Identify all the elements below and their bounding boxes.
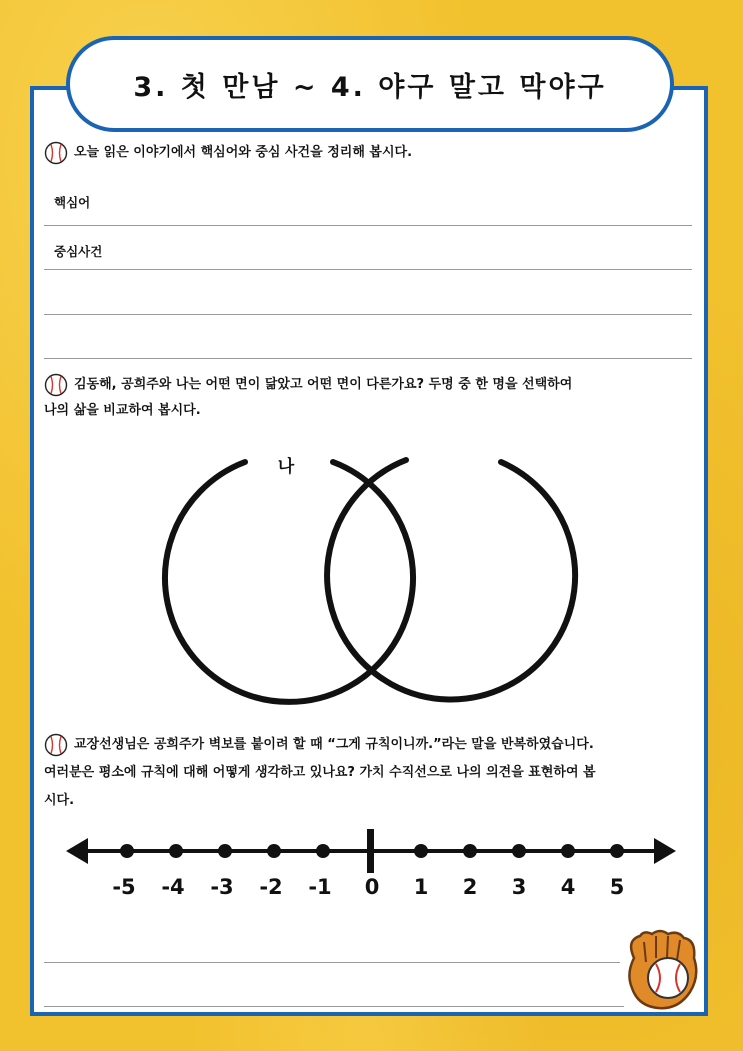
question-2 — [44, 372, 704, 424]
question-3 — [44, 731, 706, 815]
answer-line[interactable] — [44, 358, 692, 359]
title-box — [66, 36, 674, 132]
baseball-icon — [44, 373, 68, 397]
answer-line[interactable] — [44, 269, 692, 270]
question-3-line1: 교장선생님은 공희주가 벽보를 붙이려 할 때 “그게 규칙이니까.”라는 말을 반복하였습니다. — [74, 737, 594, 752]
question-1 — [44, 140, 412, 166]
venn-label: 나 — [277, 457, 295, 477]
number-line-label: -4 — [161, 875, 185, 899]
number-line-label: 3 — [511, 875, 527, 899]
number-line-label: -5 — [112, 875, 136, 899]
page-title: 3. 첫 만남 ~ 4. 야구 말고 막야구 — [133, 71, 607, 103]
answer-line[interactable] — [44, 314, 692, 315]
baseball-icon — [44, 733, 68, 757]
number-line-label: -2 — [259, 875, 283, 899]
number-line-label: 2 — [462, 875, 478, 899]
question-3-line3: 시다. — [44, 793, 75, 808]
question-1-text: 오늘 읽은 이야기에서 핵심어와 중심 사건을 정리해 봅시다. — [74, 145, 413, 160]
number-line-label: -3 — [210, 875, 234, 899]
answer-line[interactable] — [44, 1006, 624, 1007]
keyword-label: 핵심어 — [54, 195, 91, 210]
number-line-label: 4 — [560, 875, 576, 899]
number-line-label: -1 — [308, 875, 332, 899]
answer-line[interactable] — [44, 225, 692, 226]
question-2-line1: 김동해, 공희주와 나는 어떤 면이 닮았고 어떤 면이 다른가요? 두명 중 한 명을 선택하여 — [74, 377, 573, 392]
baseball-icon — [44, 141, 68, 165]
answer-line[interactable] — [44, 962, 620, 963]
event-label: 중심사건 — [54, 244, 103, 259]
number-line-label: 1 — [413, 875, 429, 899]
question-3-line2: 여러분은 평소에 규칙에 대해 어떻게 생각하고 있나요? 가치 수직선으로 나의 의견을 표현하여 봅 — [44, 765, 596, 780]
number-line-label: 5 — [609, 875, 625, 899]
number-line-label: 0 — [364, 875, 380, 899]
question-2-line2: 나의 삶을 비교하여 봅시다. — [44, 403, 201, 418]
